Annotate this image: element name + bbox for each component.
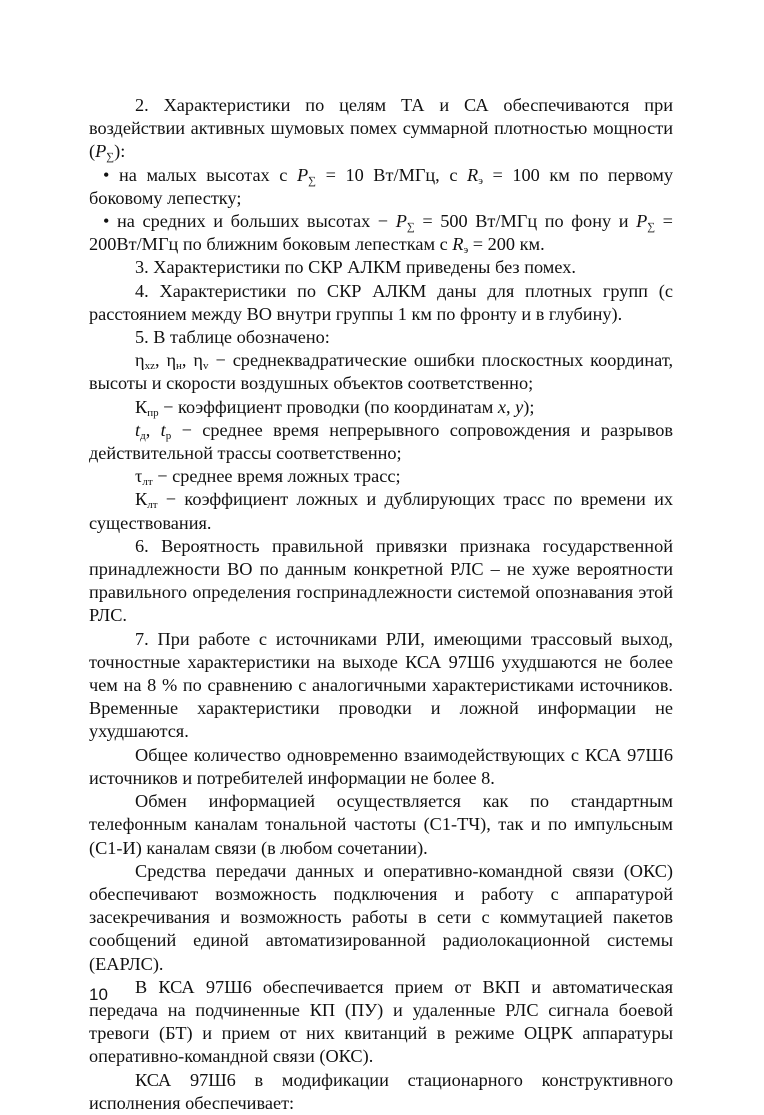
paragraph-2: 2. Характеристики по целям ТА и СА обеспечиваются при воздействии активных шумовых помех суммарной плотностью мощности $(P_\sum)$: [89,95,673,164]
body-text [89,94,673,1115]
definition-klt: $К_{лт}$ − коэффициент ложных и дублирующих трасс по времени их существования. [89,489,673,533]
paragraph-5: 5. В таблице обозначено: [135,327,330,348]
definition-tau: $\tau_{лт}$ − среднее время ложных трасс; [135,466,401,489]
paragraph-8: Общее количество одновременно взаимодействующих с КСА 97Ш6 источников и потребителей информации не более 8. [89,744,673,788]
bullet-high-altitude: • на средних и больших высотах − $P_\sum = 500$ Вт/МГц по фону и $P_\sum = 200Вт/МГц$ по ближним боковым лепесткам с $R_э = 200$ км. [89,211,673,257]
paragraph-7: 7. При работе с источниками РЛИ, имеющими трассовый выход, точностные характеристики на выходе КСА 97Ш6 ухудшаются не более чем на 8 % по сравнению с аналогичными характеристиками источников. Временные характеристики проводки и ложной информации не ухудшаются. [89,628,673,742]
definition-td-tr: $t_д$, $t_р$ − среднее время непрерывного сопровождения и разрывов действительной трассы соответственно; [89,419,673,464]
page-number: 10 [89,985,108,1004]
paragraph-4: 4. Характеристики по СКР АЛКМ даны для плотных групп (с расстоянием между ВО внутри группы 1 км по фронту и в глубину). [89,280,673,324]
paragraph-6: 6. Вероятность правильной привязки признака государственной принадлежности ВО по данным конкретной РЛС – не хуже вероятности правильного определения госпринадлежности системой опознавания этой РЛС. [89,535,673,626]
definition-eta: $\eta_{xz}$, $\eta_н$, $\eta_v$ − среднеквадратические ошибки плоскостных координат, высоты и скорости воздушных объектов соответственно; [89,350,674,394]
paragraph-12: КСА 97Ш6 в модификации стационарного конструктивного исполнения обеспечивает: [89,1069,673,1113]
paragraph-3: 3. Характеристики по СКР АЛКМ приведены без помех. [135,257,576,278]
paragraph-10: Средства передачи данных и оперативно-командной связи (ОКС) обеспечивают возможность подключения и работу с аппаратурой засекречивания и возможность работы в сети с коммутацией пакетов сообщений единой автоматизированной радиолокационной системы (ЕАРЛС). [89,860,673,974]
paragraph-11: В КСА 97Ш6 обеспечивается прием от ВКП и автоматическая передача на подчиненные КП (ПУ) и удаленные РЛС сигнала боевой тревоги (БТ) и прием от них квитанций в режиме ОЦРК аппаратуры оперативно-командной связи (ОКС). [89,976,673,1067]
definition-kpr: $К_{пр}$ − коэффициент проводки (по координатам x, y); [135,396,535,419]
bullet-low-altitude: • на малых высотах с $P_\sum = 10$ Вт/МГц, с $R_э = 100$ км по первому боковому лепестку; [89,164,673,208]
paragraph-9: Обмен информацией осуществляется как по стандартным телефонным каналам тональной частоты (С1-ТЧ), так и по импульсным (С1-И) каналам связи (в любом сочетании). [89,791,673,858]
